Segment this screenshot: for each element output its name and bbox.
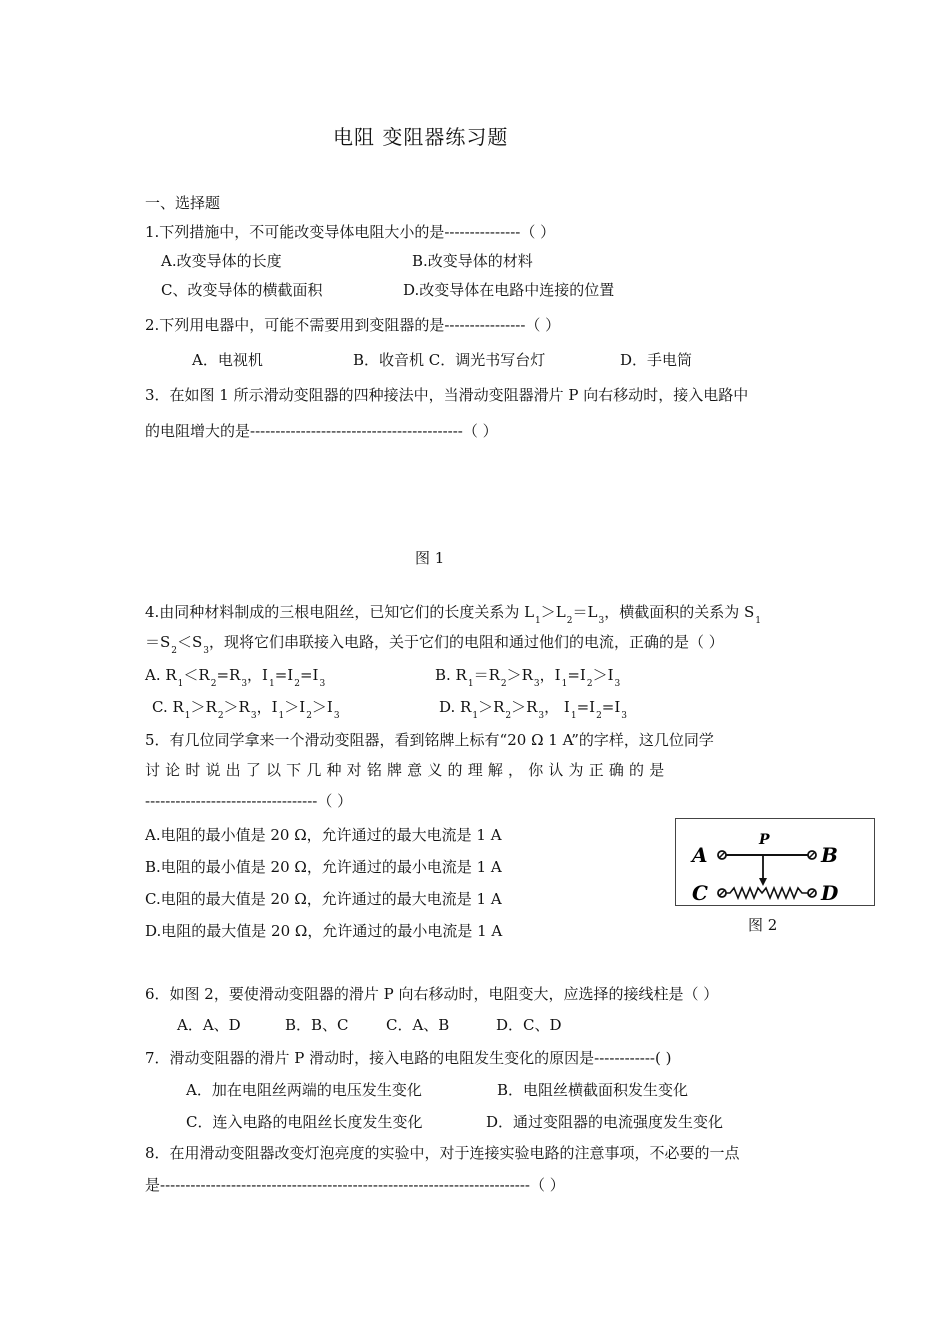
terminal-label-p: P <box>759 832 770 848</box>
question-1-option-c: C、改变导体的横截面积 <box>161 281 323 299</box>
question-6-option-a: A．A、D <box>177 1016 241 1034</box>
question-7-option-c: C．连入电路的电阻丝长度发生变化 <box>186 1113 423 1131</box>
terminal-label-b: B <box>821 843 838 867</box>
question-5-option-d: D.电阻的最大值是 20 Ω，允许通过的最小电流是 1 A <box>145 922 503 940</box>
question-4-option-a: A. $R_1<R_2=R_3$，$I_1=I_2=I_3$ <box>145 666 326 689</box>
question-6-option-c: C．A、B <box>386 1016 450 1034</box>
question-6-option-d: D．C、D <box>496 1016 562 1034</box>
figure-2-rheostat-diagram <box>675 818 875 906</box>
terminal-label-d: D <box>821 881 839 905</box>
question-4-line-2: $=S_2<S_3$，现将它们串联接入电路，关于它们的电阻和通过他们的电流，正确的是（ ） <box>145 633 724 656</box>
figure-1-caption: 图 1 <box>415 549 445 567</box>
question-5-option-b: B.电阻的最小值是 20 Ω，允许通过的最小电流是 1 A <box>145 858 502 876</box>
question-4-option-c: C. $R_1>R_2>R_3$，$I_1>I_2>I_3$ <box>152 698 340 721</box>
terminal-label-a: A <box>692 843 708 867</box>
question-7-option-d: D．通过变阻器的电流强度发生变化 <box>486 1113 724 1131</box>
question-4-line-1: 4.由同种材料制成的三根电阻丝，已知它们的长度关系为 $L_1>L_2=L_3$，横截面积的关系为 $S_1$ <box>145 603 761 626</box>
question-7-option-b: B．电阻丝横截面积发生变化 <box>497 1081 689 1099</box>
question-5-option-a: A.电阻的最小值是 20 Ω，允许通过的最大电流是 1 A <box>145 826 502 844</box>
question-4-option-b: B. $R_1=R_2>R_3$，$I_1=I_2>I_3$ <box>435 666 621 689</box>
question-6-option-b: B．B、C <box>285 1016 349 1034</box>
question-8-line-1: 8．在用滑动变阻器改变灯泡亮度的实验中，对于连接实验电路的注意事项，不必要的一点 <box>145 1144 740 1162</box>
question-2-stem: 2.下列用电器中，可能不需要用到变阻器的是----------------（ ） <box>145 316 561 334</box>
question-1-stem: 1.下列措施中，不可能改变导体电阻大小的是---------------（ ） <box>145 223 556 241</box>
question-1-option-d: D.改变导体在电路中连接的位置 <box>403 281 615 299</box>
question-3-line-1: 3．在如图 1 所示滑动变阻器的四种接法中，当滑动变阻器滑片 P 向右移动时，接入电路中 <box>145 386 749 404</box>
page-title: 电阻 变阻器练习题 <box>333 125 509 149</box>
slider-arrow-icon <box>759 878 767 886</box>
figure-2-caption: 图 2 <box>748 916 778 934</box>
question-5-line-3: ----------------------------------（ ） <box>145 792 353 810</box>
question-5-line-1: 5．有几位同学拿来一个滑动变阻器，看到铭牌上标有“20 Ω 1 A”的字样，这几位同学 <box>145 731 714 749</box>
question-7-option-a: A．加在电阻丝两端的电压发生变化 <box>186 1081 422 1099</box>
question-4-option-d: D. $R_1>R_2>R_3$， $I_1=I_2=I_3$ <box>439 698 628 721</box>
question-1-option-b: B.改变导体的材料 <box>412 252 533 270</box>
question-2-option-bc: B．收音机 C．调光书写台灯 <box>353 351 546 369</box>
question-6-stem: 6．如图 2，要使滑动变阻器的滑片 P 向右移动时，电阻变大，应选择的接线柱是（ ） <box>145 985 719 1003</box>
question-2-option-a: A．电视机 <box>192 351 263 369</box>
resistance-wire <box>726 888 808 898</box>
terminal-label-c: C <box>692 881 708 905</box>
question-5-line-2: 讨 论 时 说 出 了 以 下 几 种 对 铭 牌 意 义 的 理 解 ， 你 认 为 正 确 的 是 <box>145 761 665 779</box>
question-2-option-d: D．手电筒 <box>620 351 693 369</box>
question-7-stem: 7．滑动变阻器的滑片 P 滑动时，接入电路的电阻发生变化的原因是------------( ) <box>145 1049 672 1067</box>
section-heading: 一、选择题 <box>145 194 221 212</box>
question-5-option-c: C.电阻的最大值是 20 Ω，允许通过的最大电流是 1 A <box>145 890 502 908</box>
question-3-line-2: 的电阻增大的是------------------------------------------（ ） <box>145 422 498 440</box>
question-8-line-2: 是-------------------------------------------------------------------------（ ） <box>145 1176 565 1194</box>
question-1-option-a: A.改变导体的长度 <box>161 252 282 270</box>
